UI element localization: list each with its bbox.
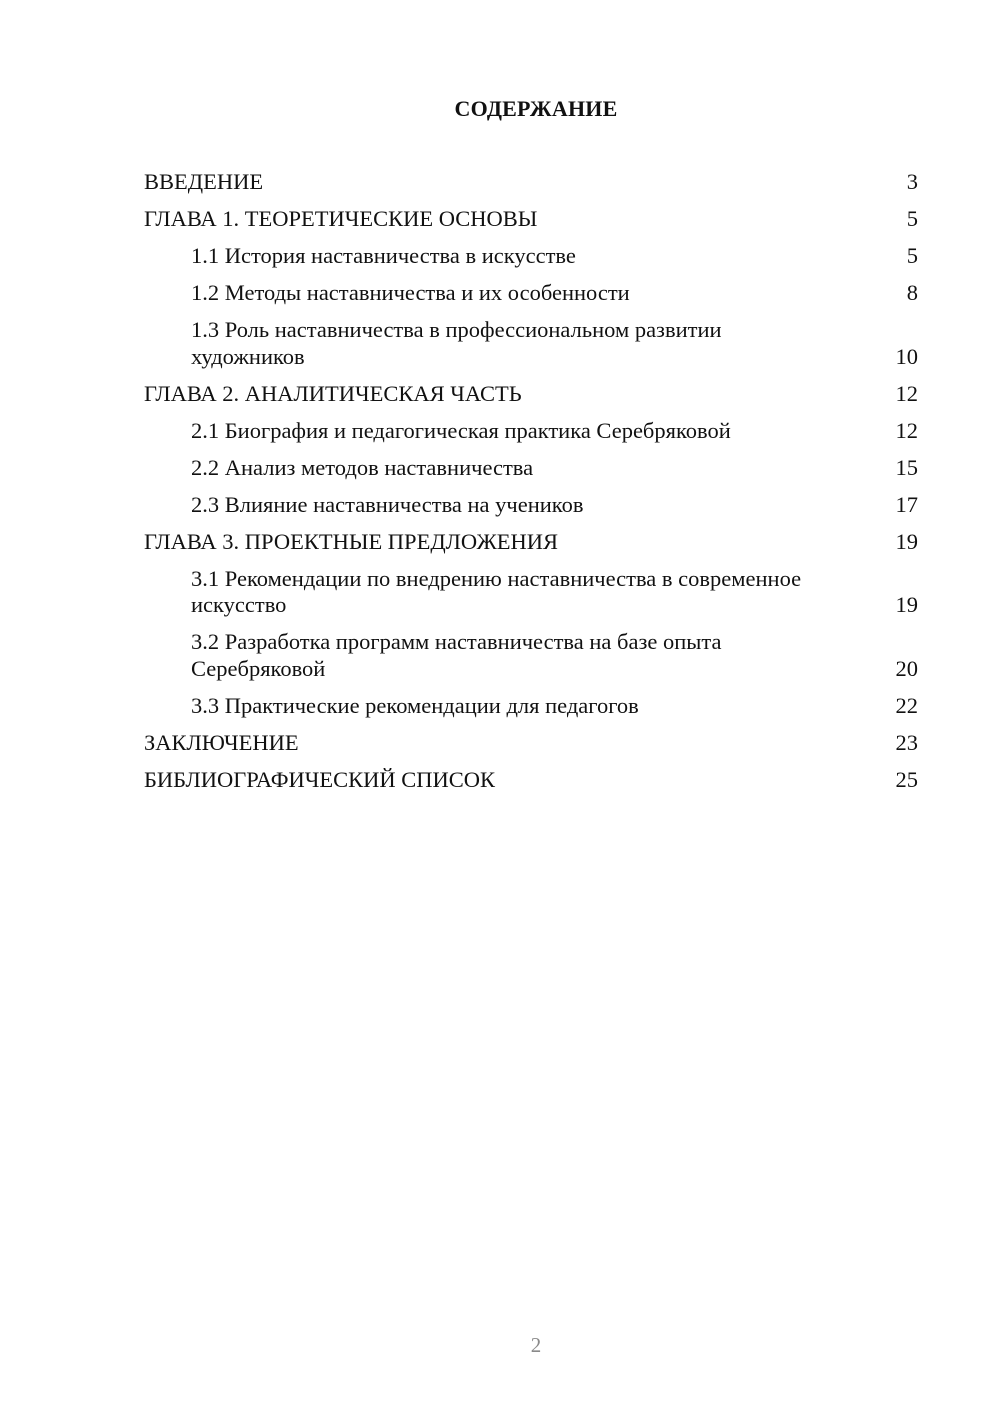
toc-entry-page: 25 [895,766,918,792]
toc-entry-section-2-2[interactable] [144,455,918,482]
toc-entry-label: 3.1 Рекомендации по внедрению наставничества в современное искусство [191,565,802,617]
toc-entry-section-3-1[interactable] [144,566,918,619]
toc-entry-page: 5 [906,206,918,231]
toc-entry-label: ЗАКЛЮЧЕНИЕ [144,729,299,755]
toc-entry-label: ВВЕДЕНИЕ [144,169,264,194]
toc-entry-chapter-1[interactable] [144,206,918,233]
toc-entry-label: 3.3 Практические рекомендации для педагогов [191,692,639,718]
toc-entry-label: 1.3 Роль наставничества в профессиональном развитии художников [191,317,722,369]
toc-entry-label: 1.2 Методы наставничества и их особенности [191,280,630,305]
toc-entry-page: 17 [895,491,918,517]
toc-entry-section-1-1[interactable] [144,243,918,270]
toc-entry-page: 19 [895,528,918,554]
toc-entry-page: 23 [895,729,918,755]
toc-entry-section-2-3[interactable] [144,492,918,519]
page-title: СОДЕРЖАНИЕ [454,96,618,121]
toc-entry-page: 3 [906,169,918,194]
toc-entry-conclusion[interactable] [144,730,918,757]
toc-entry-label: 2.2 Анализ методов наставничества [191,454,534,480]
toc-entry-page: 12 [895,417,918,443]
toc-entry-label: ГЛАВА 3. ПРОЕКТНЫЕ ПРЕДЛОЖЕНИЯ [144,528,559,554]
toc-entry-page: 10 [895,343,918,369]
toc-entry-page: 15 [895,454,918,480]
toc-entry-section-3-2[interactable] [144,629,918,682]
toc-entry-introduction[interactable] [144,169,918,196]
toc-entry-page: 20 [895,655,918,681]
toc-entry-page: 8 [906,280,918,305]
page-number: 2 [530,1333,542,1357]
toc-entry-bibliography[interactable] [144,767,918,794]
toc-entry-page: 22 [895,692,918,718]
toc-entry-label: 1.1 История наставничества в искусстве [191,243,576,268]
toc-entry-label: 2.1 Биография и педагогическая практика Серебряковой [191,417,731,443]
table-of-contents [144,169,918,804]
toc-entry-label: ГЛАВА 2. АНАЛИТИЧЕСКАЯ ЧАСТЬ [144,380,522,406]
toc-entry-chapter-3[interactable] [144,529,918,556]
toc-entry-page: 19 [895,592,918,617]
toc-entry-section-3-3[interactable] [144,693,918,720]
toc-entry-label: 2.3 Влияние наставничества на учеников [191,491,584,517]
toc-entry-label: БИБЛИОГРАФИЧЕСКИЙ СПИСОК [144,766,496,792]
toc-entry-section-1-2[interactable] [144,280,918,307]
toc-entry-chapter-2[interactable] [144,381,918,408]
toc-entry-label: 3.2 Разработка программ наставничества на базе опыта Серебряковой [191,629,722,681]
toc-entry-label: ГЛАВА 1. ТЕОРЕТИЧЕСКИЕ ОСНОВЫ [144,206,538,231]
toc-entry-page: 5 [906,243,918,268]
toc-entry-page: 12 [895,380,918,406]
toc-entry-section-1-3[interactable] [144,317,918,370]
toc-entry-section-2-1[interactable] [144,418,918,445]
